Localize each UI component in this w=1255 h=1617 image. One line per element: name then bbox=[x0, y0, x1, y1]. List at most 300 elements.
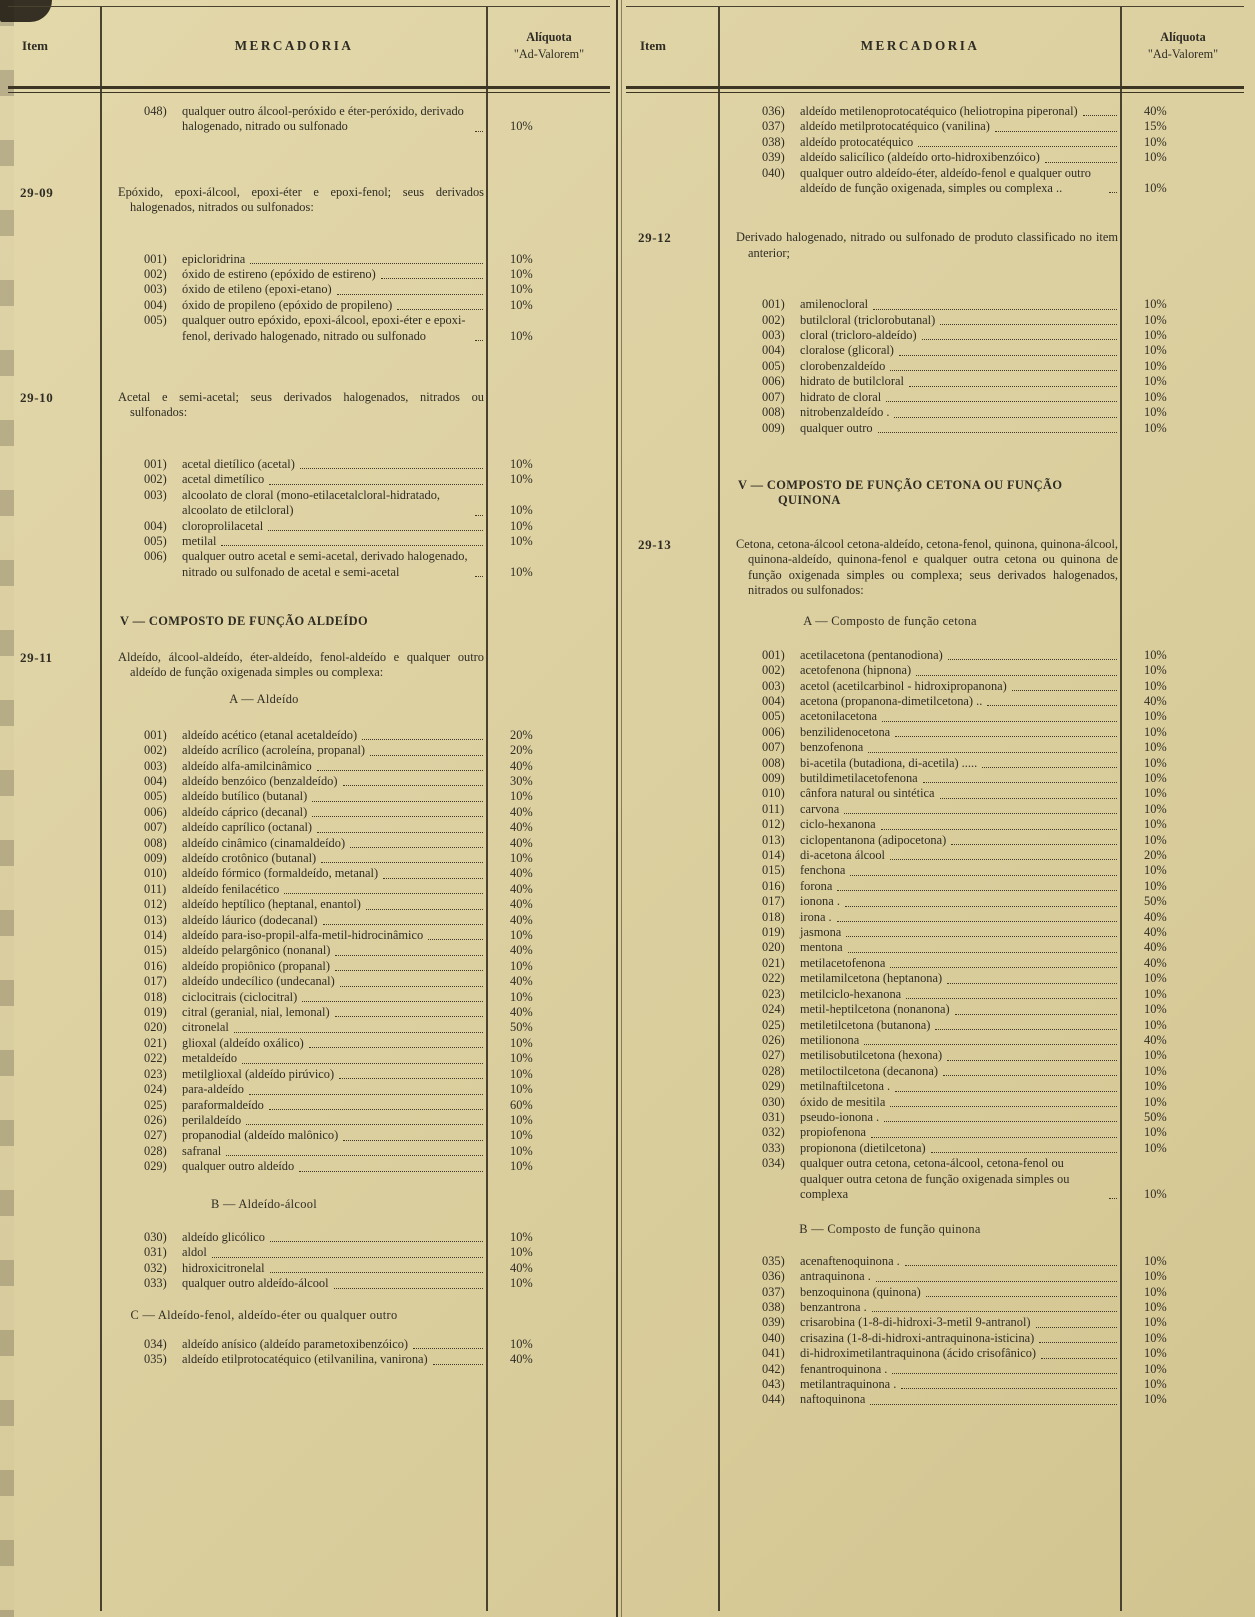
rate-cell bbox=[1122, 537, 1244, 599]
description-cell bbox=[100, 974, 488, 989]
dotted-leader bbox=[321, 851, 483, 863]
entry-line bbox=[100, 104, 488, 135]
item-code-cell bbox=[626, 940, 718, 955]
description-cell bbox=[718, 1331, 1122, 1346]
dotted-leader bbox=[878, 421, 1117, 433]
dotted-leader bbox=[899, 343, 1117, 355]
rate-cell bbox=[488, 1197, 610, 1212]
item-code: 29-12 bbox=[638, 230, 672, 246]
rate-value: 10% bbox=[510, 1082, 533, 1097]
entry-text-wrap bbox=[182, 298, 488, 313]
dotted-leader bbox=[931, 1141, 1117, 1153]
entry-text: óxido de propileno (epóxido de propileno) bbox=[182, 297, 393, 312]
entry-number: 008) bbox=[762, 405, 785, 420]
entry-line bbox=[718, 1300, 1122, 1315]
entry-text-wrap bbox=[182, 267, 488, 282]
section-heading: V — COMPOSTO DE FUNÇÃO CETONA OU FUNÇÃO QUINONA bbox=[738, 477, 1063, 508]
dotted-leader bbox=[895, 725, 1117, 737]
rate-cell bbox=[488, 1276, 610, 1291]
item-code-cell bbox=[8, 1082, 100, 1097]
entry-line bbox=[100, 1005, 488, 1020]
item-code-cell bbox=[626, 1300, 718, 1315]
entry-text: aldeído protocatéquico bbox=[800, 134, 914, 149]
item-code-cell bbox=[8, 959, 100, 974]
dotted-leader bbox=[916, 663, 1117, 675]
tariff-entry-row bbox=[626, 771, 1244, 786]
dotted-leader bbox=[234, 1020, 483, 1032]
entry-number: 017) bbox=[144, 974, 167, 989]
item-code-cell bbox=[626, 478, 718, 509]
entry-text: aldeído heptílico (heptanal, enantol) bbox=[182, 897, 361, 912]
rate-value: 10% bbox=[1144, 1392, 1167, 1407]
tariff-entry-row bbox=[8, 534, 610, 549]
entry-number: 025) bbox=[762, 1017, 785, 1032]
description-cell bbox=[100, 866, 488, 881]
entry-text: para-aldeído bbox=[182, 1082, 244, 1097]
entry-text-wrap bbox=[800, 817, 1122, 832]
rate-cell bbox=[488, 519, 610, 534]
description-cell bbox=[100, 534, 488, 549]
rate-value: 10% bbox=[1144, 1330, 1167, 1345]
item-code-cell bbox=[8, 1051, 100, 1066]
item-description: Derivado halogenado, nitrado ou sulfonado de produto classificado no item anterior; bbox=[736, 230, 1118, 260]
rate-cell bbox=[488, 789, 610, 804]
entry-text: qualquer outro acetal e semi-acetal, derivado halogenado, nitrado ou sulfonado de acetal e semi-acetal bbox=[182, 549, 468, 579]
tariff-entry-row bbox=[626, 1033, 1244, 1048]
dotted-leader bbox=[312, 805, 483, 817]
item-description: Aldeído, álcool-aldeído, éter-aldeído, fenol-aldeído e qualquer outro aldeído de função oxigenada simples ou complexa: bbox=[118, 649, 484, 679]
entry-line bbox=[718, 802, 1122, 817]
dotted-leader bbox=[270, 1230, 483, 1242]
rate-cell bbox=[1122, 987, 1244, 1002]
entry-text-wrap bbox=[182, 728, 488, 743]
entry-text: acetal dietílico (acetal) bbox=[182, 456, 295, 471]
rate-cell bbox=[1122, 1141, 1244, 1156]
rate-value: 10% bbox=[1144, 1017, 1167, 1032]
description-cell bbox=[718, 1079, 1122, 1094]
tariff-entry-row bbox=[626, 1141, 1244, 1156]
description-cell bbox=[718, 1222, 1122, 1237]
rate-value: 10% bbox=[1144, 1140, 1167, 1155]
description-cell bbox=[718, 374, 1122, 389]
rate-value: 10% bbox=[1144, 1346, 1167, 1361]
tariff-entry-row bbox=[626, 119, 1244, 134]
item-code-cell bbox=[8, 1113, 100, 1128]
dotted-leader bbox=[922, 328, 1117, 340]
rate-cell bbox=[1122, 740, 1244, 755]
entry-text: óxido de etileno (epoxi-etano) bbox=[182, 282, 332, 297]
rate-value: 40% bbox=[1144, 925, 1167, 940]
item-code-cell bbox=[8, 1005, 100, 1020]
entry-number: 014) bbox=[762, 848, 785, 863]
tariff-entry-row bbox=[626, 956, 1244, 971]
item-code-cell bbox=[8, 943, 100, 958]
entry-text-wrap bbox=[800, 1315, 1122, 1330]
entry-text-wrap bbox=[800, 648, 1122, 663]
item-code-cell bbox=[626, 1018, 718, 1033]
entry-number: 005) bbox=[762, 358, 785, 373]
entry-line bbox=[100, 1144, 488, 1159]
rate-cell bbox=[488, 488, 610, 519]
entry-number: 013) bbox=[144, 912, 167, 927]
description-cell bbox=[100, 1128, 488, 1143]
rate-cell bbox=[488, 820, 610, 835]
item-code-cell bbox=[8, 1036, 100, 1051]
rate-cell bbox=[488, 1261, 610, 1276]
entry-text: aldeído acrílico (acroleína, propanal) bbox=[182, 743, 366, 758]
entry-number: 017) bbox=[762, 894, 785, 909]
entry-text-wrap bbox=[182, 472, 488, 487]
description-cell bbox=[100, 1197, 488, 1212]
description-cell bbox=[718, 478, 1122, 509]
group-subheading: A — Composto de função cetona bbox=[803, 614, 977, 629]
entry-text: carvona bbox=[800, 801, 840, 816]
dotted-leader bbox=[918, 135, 1117, 147]
rate-cell bbox=[1122, 940, 1244, 955]
description-cell bbox=[718, 166, 1122, 197]
entry-text-wrap bbox=[182, 1337, 488, 1352]
item-code-cell bbox=[626, 135, 718, 150]
rate-cell bbox=[1122, 971, 1244, 986]
description-cell bbox=[100, 1276, 488, 1291]
rate-cell bbox=[1122, 694, 1244, 709]
entry-line bbox=[100, 789, 488, 804]
rate-value: 10% bbox=[1144, 801, 1167, 816]
vertical-gap bbox=[626, 261, 1244, 297]
section-heading-row bbox=[626, 478, 1244, 509]
description-cell bbox=[100, 650, 488, 681]
item-code-cell bbox=[626, 725, 718, 740]
rate-value: 40% bbox=[1144, 909, 1167, 924]
rate-cell bbox=[488, 298, 610, 313]
rate-value: 10% bbox=[510, 1229, 533, 1244]
right-column-body bbox=[626, 104, 1244, 1408]
description-cell bbox=[718, 709, 1122, 724]
description-cell bbox=[100, 519, 488, 534]
entry-text-wrap bbox=[800, 848, 1122, 863]
entry-number: 019) bbox=[144, 1005, 167, 1020]
vertical-gap bbox=[626, 598, 1244, 614]
tariff-entry-row bbox=[626, 817, 1244, 832]
rate-value: 40% bbox=[510, 1352, 533, 1367]
item-code-cell bbox=[626, 1331, 718, 1346]
entry-line bbox=[100, 943, 488, 958]
entry-text-wrap bbox=[182, 1020, 488, 1035]
entry-text: metil-heptilcetona (nonanona) bbox=[800, 1002, 950, 1017]
tariff-item-row bbox=[626, 537, 1244, 599]
dotted-leader bbox=[366, 897, 483, 909]
entry-text-wrap bbox=[800, 1110, 1122, 1125]
entry-line bbox=[718, 297, 1122, 312]
tariff-entry-row bbox=[8, 472, 610, 487]
rate-value: 60% bbox=[510, 1097, 533, 1112]
item-column-header: Item bbox=[640, 38, 666, 54]
rate-value: 10% bbox=[1144, 1002, 1167, 1017]
rate-value: 10% bbox=[1144, 724, 1167, 739]
rate-cell bbox=[488, 928, 610, 943]
dotted-leader bbox=[317, 759, 483, 771]
rate-value: 40% bbox=[1144, 693, 1167, 708]
entry-line bbox=[718, 940, 1122, 955]
entry-text-wrap bbox=[800, 863, 1122, 878]
entry-text: acetofenona (hipnona) bbox=[800, 663, 912, 678]
rate-cell bbox=[488, 185, 610, 216]
entry-text: ciclo-hexanona bbox=[800, 817, 876, 832]
rate-value: 40% bbox=[510, 881, 533, 896]
description-cell bbox=[100, 472, 488, 487]
table-header bbox=[626, 6, 1244, 86]
vertical-gap bbox=[8, 1175, 610, 1197]
entry-text-wrap bbox=[800, 1125, 1122, 1140]
dotted-leader bbox=[212, 1245, 483, 1257]
item-code-cell bbox=[8, 1308, 100, 1323]
tariff-entry-row bbox=[8, 1098, 610, 1113]
entry-text: qualquer outro álcool-peróxido e éter-peróxido, derivado halogenado, nitrado ou sulfonado bbox=[182, 104, 464, 134]
rate-cell bbox=[488, 1144, 610, 1159]
item-code-cell bbox=[626, 421, 718, 436]
entry-text: metiloctilcetona (decanona) bbox=[800, 1063, 938, 1078]
entry-number: 023) bbox=[762, 986, 785, 1001]
entry-text-wrap bbox=[182, 882, 488, 897]
section-heading: V — COMPOSTO DE FUNÇÃO ALDEÍDO bbox=[120, 614, 369, 629]
tariff-entry-row bbox=[626, 679, 1244, 694]
entry-number: 021) bbox=[762, 955, 785, 970]
rate-cell bbox=[1122, 725, 1244, 740]
dotted-leader bbox=[884, 1110, 1117, 1122]
tariff-entry-row bbox=[8, 974, 610, 989]
entry-text-wrap bbox=[182, 1352, 488, 1367]
description-cell bbox=[100, 252, 488, 267]
tariff-entry-row bbox=[8, 1261, 610, 1276]
description-cell bbox=[718, 537, 1122, 599]
dotted-leader bbox=[397, 298, 483, 310]
entry-number: 005) bbox=[144, 533, 167, 548]
dotted-leader bbox=[270, 1261, 483, 1273]
tariff-entry-row bbox=[626, 1002, 1244, 1017]
dotted-leader bbox=[335, 943, 483, 955]
dotted-leader bbox=[226, 1144, 483, 1156]
dotted-leader bbox=[317, 820, 483, 832]
rate-cell bbox=[1122, 879, 1244, 894]
entry-line bbox=[718, 679, 1122, 694]
entry-text-wrap bbox=[800, 894, 1122, 909]
entry-line bbox=[100, 820, 488, 835]
ad-valorem-label: "Ad-Valorem" bbox=[1147, 47, 1219, 61]
description-cell bbox=[718, 343, 1122, 358]
rate-value: 10% bbox=[510, 1112, 533, 1127]
tariff-item-row bbox=[626, 230, 1244, 261]
entry-number: 041) bbox=[762, 1346, 785, 1361]
entry-line bbox=[100, 851, 488, 866]
item-code-cell bbox=[8, 866, 100, 881]
description-cell bbox=[718, 1269, 1122, 1284]
rate-value: 10% bbox=[510, 472, 533, 487]
item-code-cell bbox=[8, 549, 100, 580]
dotted-leader bbox=[837, 910, 1117, 922]
entry-text: citronelal bbox=[182, 1020, 229, 1035]
aliquota-column-header bbox=[488, 29, 610, 63]
entry-text: aldeído propiônico (propanal) bbox=[182, 958, 330, 973]
description-cell bbox=[100, 759, 488, 774]
rate-value: 10% bbox=[1144, 181, 1167, 196]
rate-value: 10% bbox=[510, 297, 533, 312]
entry-line bbox=[718, 879, 1122, 894]
dotted-leader bbox=[895, 1079, 1117, 1091]
dotted-leader bbox=[249, 1082, 483, 1094]
entry-number: 020) bbox=[762, 940, 785, 955]
entry-text-wrap bbox=[800, 1095, 1122, 1110]
description-cell bbox=[718, 833, 1122, 848]
entry-number: 023) bbox=[144, 1066, 167, 1081]
entry-number: 003) bbox=[144, 487, 167, 502]
entry-line bbox=[718, 1033, 1122, 1048]
mercadoria-column-header: MERCADORIA bbox=[860, 38, 980, 54]
entry-text: pseudo-ionona . bbox=[800, 1109, 880, 1124]
entry-number: 048) bbox=[144, 104, 167, 118]
tariff-entry-row bbox=[8, 882, 610, 897]
rate-cell bbox=[1122, 104, 1244, 119]
tariff-entry-row bbox=[626, 1156, 1244, 1202]
item-code-cell bbox=[8, 743, 100, 758]
rate-cell bbox=[488, 549, 610, 580]
tariff-item-row bbox=[8, 185, 610, 216]
item-code-cell bbox=[8, 488, 100, 519]
entry-text: aldeído benzóico (benzaldeído) bbox=[182, 773, 338, 788]
vertical-gap bbox=[626, 509, 1244, 537]
rate-cell bbox=[488, 959, 610, 974]
entry-number: 007) bbox=[762, 740, 785, 755]
vertical-gap bbox=[8, 1212, 610, 1230]
entry-line bbox=[718, 1377, 1122, 1392]
rate-cell bbox=[1122, 230, 1244, 261]
tariff-entry-row bbox=[8, 866, 610, 881]
rate-value: 10% bbox=[1144, 863, 1167, 878]
entry-number: 030) bbox=[762, 1094, 785, 1109]
rate-value: 10% bbox=[1144, 986, 1167, 1001]
entry-number: 031) bbox=[762, 1109, 785, 1124]
rate-cell bbox=[1122, 421, 1244, 436]
entry-text: aldeído fórmico (formaldeído, metanal) bbox=[182, 866, 379, 881]
rate-value: 10% bbox=[510, 1159, 533, 1174]
vertical-gap bbox=[8, 421, 610, 457]
item-code-cell bbox=[8, 1128, 100, 1143]
rate-value: 10% bbox=[1144, 971, 1167, 986]
entry-line bbox=[100, 1036, 488, 1051]
dotted-leader bbox=[343, 774, 483, 786]
description-cell bbox=[718, 104, 1122, 119]
rate-cell bbox=[1122, 1018, 1244, 1033]
entry-number: 009) bbox=[762, 420, 785, 435]
tariff-entry-row bbox=[8, 267, 610, 282]
entry-line bbox=[718, 771, 1122, 786]
entry-text: fenchona bbox=[800, 863, 846, 878]
rate-value: 10% bbox=[1144, 405, 1167, 420]
dotted-leader bbox=[906, 987, 1117, 999]
entry-line bbox=[718, 166, 1122, 197]
entry-text: di-hidroximetilantraquinona (ácido crisofânico) bbox=[800, 1346, 1037, 1361]
rate-value: 10% bbox=[1144, 1079, 1167, 1094]
rate-cell bbox=[1122, 1002, 1244, 1017]
tariff-entry-row bbox=[8, 789, 610, 804]
item-code-cell bbox=[626, 166, 718, 197]
tariff-entry-row bbox=[8, 836, 610, 851]
item-code-cell bbox=[626, 1222, 718, 1237]
right-page-half bbox=[626, 0, 1244, 1617]
entry-text: metilglioxal (aldeído pirúvico) bbox=[182, 1066, 335, 1081]
description-cell bbox=[718, 1315, 1122, 1330]
rate-cell bbox=[488, 1051, 610, 1066]
entry-text: jasmona bbox=[800, 925, 842, 940]
entry-text-wrap bbox=[182, 1276, 488, 1291]
item-code-cell bbox=[626, 1141, 718, 1156]
description-cell bbox=[718, 1110, 1122, 1125]
entry-line bbox=[718, 971, 1122, 986]
rate-value: 10% bbox=[1144, 1300, 1167, 1314]
tariff-entry-row bbox=[626, 1064, 1244, 1079]
rate-cell bbox=[488, 1113, 610, 1128]
entry-line bbox=[718, 910, 1122, 925]
description-cell bbox=[718, 679, 1122, 694]
entry-text: qualquer outro aldeído bbox=[182, 1159, 295, 1174]
entry-text-wrap bbox=[182, 1113, 488, 1128]
rate-value: 10% bbox=[1144, 328, 1167, 343]
item-description: Epóxido, epoxi-álcool, epoxi-éter e epoxi-fenol; seus derivados halogenados, nitrados ou sulfonados: bbox=[118, 184, 484, 215]
item-code-cell bbox=[8, 913, 100, 928]
entry-text-wrap bbox=[800, 104, 1122, 119]
entry-line bbox=[100, 1230, 488, 1245]
description-cell bbox=[100, 1098, 488, 1113]
description-cell bbox=[100, 549, 488, 580]
tariff-entry-row bbox=[8, 549, 610, 580]
rate-value: 10% bbox=[1144, 755, 1167, 770]
rate-cell bbox=[1122, 1362, 1244, 1377]
group-subheading: A — Aldeído bbox=[229, 692, 299, 707]
entry-number: 022) bbox=[144, 1051, 167, 1066]
entry-line bbox=[100, 897, 488, 912]
item-code-cell bbox=[626, 230, 718, 261]
entry-number: 007) bbox=[762, 389, 785, 404]
description-cell bbox=[718, 987, 1122, 1002]
description-cell bbox=[718, 313, 1122, 328]
entry-line bbox=[718, 313, 1122, 328]
entry-number: 027) bbox=[144, 1128, 167, 1143]
tariff-entry-row bbox=[626, 104, 1244, 119]
entry-line bbox=[718, 150, 1122, 165]
rate-value: 10% bbox=[510, 1336, 533, 1351]
rate-cell bbox=[488, 1230, 610, 1245]
rate-value: 10% bbox=[510, 789, 533, 804]
item-code-cell bbox=[626, 971, 718, 986]
dotted-leader bbox=[892, 1362, 1117, 1374]
item-description: Cetona, cetona-álcool cetona-aldeído, cetona-fenol, quinona, quinona-álcool, quinona-aldeído, quinona-fenol e qualquer outra cetona ou quinona de função oxigenada simples ou complexa; seus derivados halogenados, nitrados ou sulfonados: bbox=[736, 536, 1118, 597]
rate-cell bbox=[1122, 405, 1244, 420]
item-code-cell bbox=[626, 879, 718, 894]
item-code-cell bbox=[8, 519, 100, 534]
tariff-entry-row bbox=[626, 894, 1244, 909]
entry-line bbox=[718, 709, 1122, 724]
entry-text: qualquer outro aldeído-éter, aldeído-fenol e qualquer outro aldeído de função oxigenada, simples ou complexa .. bbox=[800, 165, 1091, 196]
entry-text-wrap bbox=[800, 956, 1122, 971]
entry-number: 003) bbox=[144, 758, 167, 773]
dotted-leader bbox=[890, 359, 1117, 371]
tariff-entry-row bbox=[8, 298, 610, 313]
description-cell bbox=[100, 913, 488, 928]
tariff-entry-row bbox=[8, 774, 610, 789]
entry-line bbox=[718, 1125, 1122, 1140]
rate-value: 10% bbox=[1144, 389, 1167, 404]
dotted-leader bbox=[284, 882, 483, 894]
entry-text: cloroprolilacetal bbox=[182, 518, 264, 533]
